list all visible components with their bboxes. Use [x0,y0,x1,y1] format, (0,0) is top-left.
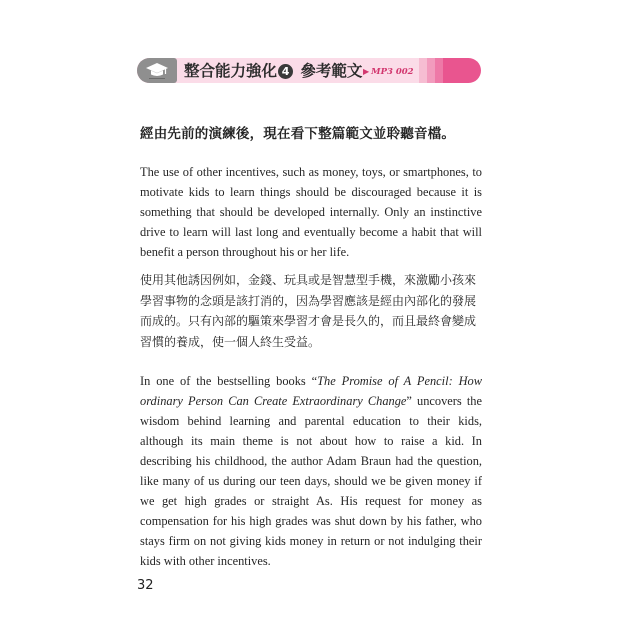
audio-track-text: MP3 002 [371,67,414,77]
banner-stripe [435,58,443,83]
chinese-paragraph: 使用其他誘因例如，金錢、玩具或是智慧型手機，來激勵小孩來學習事物的念頭是該打消的，因為學習應該是經由內部化的發展而成的。只有內部的驅策來學習才會是長久的，而且最終會變成習慣的養成，使一個人終生受益。 [140,273,477,349]
section-banner [137,58,481,83]
english-paragraph-1: The use of other incentives, such as money, toys, or smartphones, to motivate kids to learn things should be discouraged because it is something that should be developed internally. Only an instinctive drive to learn will last long and eventually become a habit that will benefit a person throughout his or her life. [140,165,482,259]
section-number-badge: 4 [278,64,293,79]
section-title [184,59,362,83]
banner-stripe [419,58,427,83]
graduation-cap-icon [137,58,177,83]
paragraph-text: In one of the bestselling books “ [140,374,318,388]
book-title: The Promise of A Pencil: How ordinary Person Can Create Extraordinary Change [140,374,483,408]
paragraph-text: ” uncovers the wisdom behind learning and parental education to their kids, although its main theme is not about how to raise a kid. In describing his childhood, the author Adam Braun had the question, like many of us during our teen days, should we be given money if we get high grades or straight As. His request for money as compensation for his high grades was shut down by his father, who stays firm on not giving kids money in return or not indulging their kids with other incentives. [140,394,482,568]
section-title-part1: 整合能力強化 [184,62,278,80]
intro-heading: 經由先前的演練後，現在看下整篇範文並聆聽音檔。 [140,126,456,142]
play-arrow-icon: ▶ [363,66,370,76]
banner-stripe [427,58,435,83]
section-title-part2: 參考範文 [295,62,363,80]
english-paragraph-2 [140,371,482,571]
audio-track-label [363,59,414,83]
page-number: 32 [137,578,154,593]
